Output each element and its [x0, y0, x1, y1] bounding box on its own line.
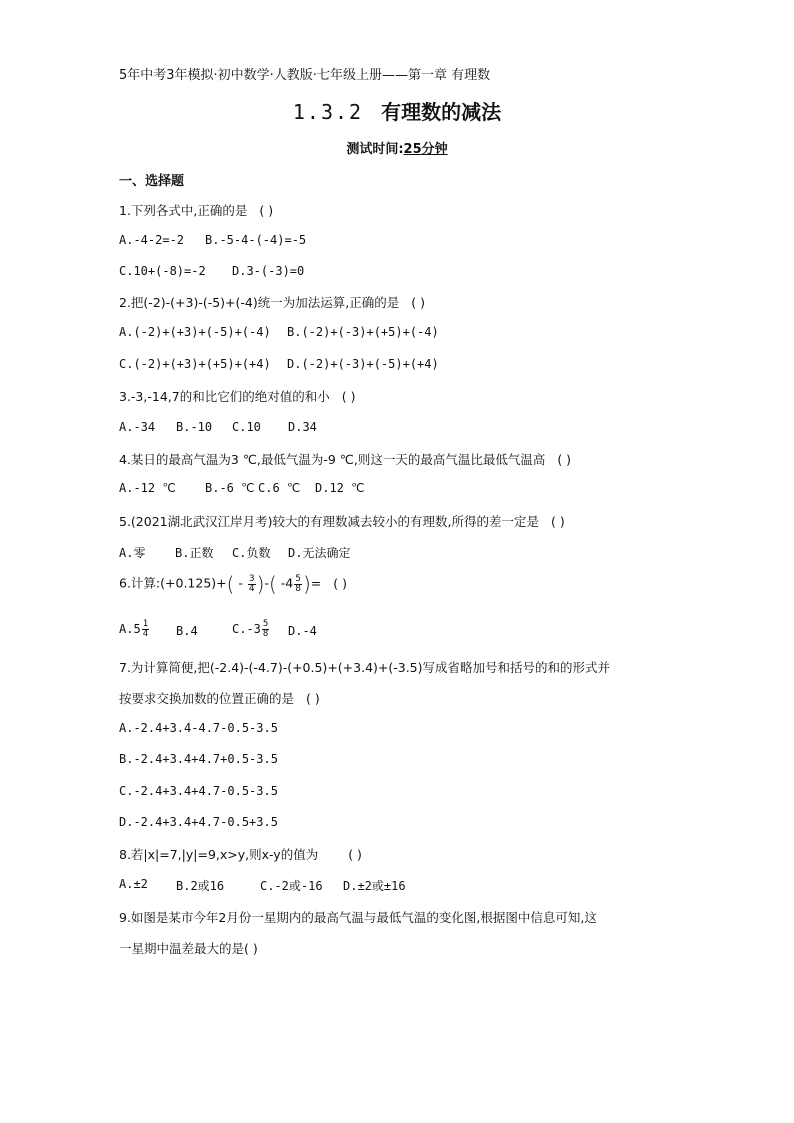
q3-option-d: D.34 [288, 420, 317, 434]
numerator: 5 [262, 619, 269, 629]
q4-option-d: D.12 ℃ [315, 481, 365, 495]
q7-option-d: D.-2.4+3.4+4.7-0.5+3.5 [119, 815, 278, 829]
numerator: 3 [248, 573, 255, 584]
question-3-stem [119, 387, 355, 405]
q3-option-c: C.10 [232, 420, 261, 434]
q1-option-a: A.-4-2=-2 [119, 233, 185, 247]
q8-option-a: A.±2 [119, 877, 148, 891]
question-2-text: 2.把(-2)-(+3)-(-5)+(-4)统一为加法运算,正确的是 [119, 295, 400, 310]
answer-blank: ( ) [259, 203, 274, 218]
equals-sign: = [310, 575, 322, 591]
question-9-stem-line1: 9.如图是某市今年2月份一星期内的最高气温与最低气温的变化图,根据图中信息可知,这 [119, 910, 597, 925]
q5-option-a: A.零 [119, 546, 146, 560]
q4-option-b: B.-6 ℃ [205, 481, 255, 495]
question-3-text: 3.-3,-14,7的和比它们的绝对值的和小 [119, 389, 330, 404]
fraction-1-4 [142, 620, 149, 639]
question-9-stem-line2 [119, 939, 258, 957]
mixed-whole: -4 [280, 575, 294, 591]
question-7-stem-line1: 7.为计算简便,把(-2.4)-(-4.7)-(+0.5)+(+3.4)+(-3.5)写成省略加号和括号的和的形式并 [119, 660, 611, 675]
question-8-stem [119, 845, 362, 863]
q1-option-b: B.-5-4-(-4)=-5 [205, 233, 307, 247]
question-6-stem: 6.计算:(+0.125)+( - $\frac{3}{4}$ )-( -4 $\frac{5}{8}$ )= ( ) [119, 572, 348, 596]
q3-option-b: B.-10 [176, 420, 213, 434]
question-5-text: 5.(2021湖北武汉江岸月考)较大的有理数减去较小的有理数,所得的差一定是 [119, 514, 539, 529]
q4-option-a: A.-12 ℃ [119, 481, 176, 495]
fraction-5-8 [294, 575, 302, 594]
q6-option-b: B.4 [176, 624, 198, 638]
q7-option-a: A.-2.4+3.4-4.7-0.5-3.5 [119, 721, 278, 735]
q3-option-a: A.-34 [119, 420, 156, 434]
q4-option-c: C.6 ℃ [258, 481, 301, 495]
q2-option-a: A.(-2)+(+3)+(-5)+(-4) [119, 325, 271, 339]
lesson-number: 1.3.2 [292, 100, 364, 124]
q5-option-b: B.正数 [175, 546, 214, 560]
option-c-whole: C.-3 [232, 622, 261, 636]
question-4-stem [119, 450, 571, 468]
answer-blank: ( ) [333, 575, 348, 591]
denominator: 4 [248, 583, 255, 594]
q6-option-a [119, 620, 150, 639]
option-a-whole: A.5 [119, 622, 141, 636]
q2-option-d: D.(-2)+(-3)+(-5)+(+4) [287, 357, 439, 371]
q2-option-c: C.(-2)+(+3)+(+5)+(+4) [119, 357, 271, 371]
lesson-title [0, 96, 794, 125]
denominator: 8 [262, 629, 269, 639]
q2-option-b: B.(-2)+(-3)+(+5)+(-4) [287, 325, 439, 339]
question-5-stem [119, 512, 565, 530]
numerator: 1 [142, 619, 149, 629]
q8-option-d: D.±2或±16 [343, 879, 406, 893]
q6-option-c [232, 620, 270, 639]
test-time-value: 25分钟 [403, 142, 448, 157]
q7-option-c: C.-2.4+3.4+4.7-0.5-3.5 [119, 784, 278, 798]
q8-option-c: C.-2或-16 [260, 879, 323, 893]
answer-blank: ( ) [550, 514, 565, 529]
book-header: 5年中考3年模拟·初中数学·人教版·七年级上册——第一章 有理数 [119, 68, 491, 83]
answer-blank: ( ) [341, 389, 356, 404]
answer-blank: ( ) [411, 295, 425, 310]
answer-blank: ( ) [306, 691, 320, 706]
lesson-name: 有理数的减法 [381, 100, 502, 124]
test-time-label: 测试时间: [346, 142, 404, 157]
numerator: 5 [295, 573, 301, 584]
q5-option-c: C.负数 [232, 546, 271, 560]
denominator: 4 [142, 629, 149, 639]
fraction-5-8 [262, 620, 269, 639]
answer-blank: ( ) [244, 941, 258, 956]
question-4-text: 4.某日的最高气温为3 ℃,最低气温为-9 ℃,则这一天的最高气温比最低气温高 [119, 452, 546, 467]
test-time [0, 138, 794, 157]
question-7-stem-line2 [119, 689, 320, 707]
q7-option-b: B.-2.4+3.4+4.7+0.5-3.5 [119, 752, 278, 766]
section-heading: 一、选择题 [119, 174, 185, 189]
q8-option-b: B.2或16 [176, 879, 225, 893]
fraction-sign: - [238, 575, 243, 591]
question-1-text: 1.下列各式中,正确的是 [119, 203, 248, 218]
q1-option-c: C.10+(-8)=-2 [119, 264, 206, 278]
answer-blank: ( ) [348, 847, 362, 862]
question-9-text: 一星期中温差最大的是 [119, 941, 245, 956]
denominator: 8 [295, 583, 301, 594]
q6-option-d: D.-4 [288, 624, 317, 638]
question-1-stem [119, 201, 273, 219]
q1-option-d: D.3-(-3)=0 [232, 264, 305, 278]
fraction-3-4 [248, 575, 256, 594]
question-6-text: 6.计算:(+0.125)+ [119, 575, 227, 591]
q5-option-d: D.无法确定 [288, 546, 351, 560]
answer-blank: ( ) [557, 452, 572, 467]
question-8-text: 8.若|x|=7,|y|=9,x>y,则x-y的值为 [119, 847, 319, 862]
question-7-text: 按要求交换加数的位置正确的是 [119, 691, 295, 706]
question-2-stem [119, 293, 425, 311]
